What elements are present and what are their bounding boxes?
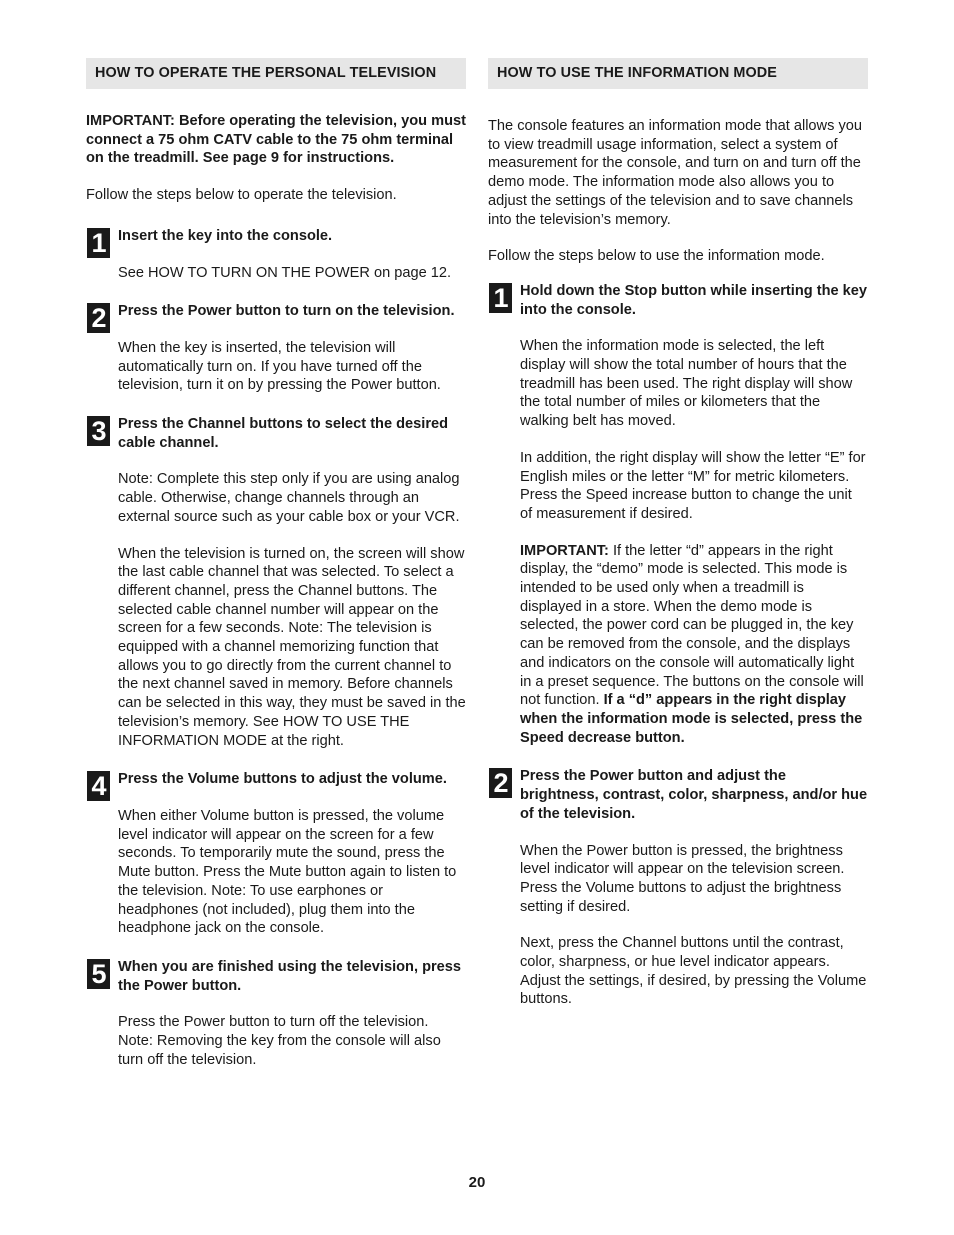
step-paragraph: When the Power button is pressed, the brightness level indicator will appear on the television screen. Press the Volume buttons to adjust the brightness setting if desired. — [520, 842, 845, 915]
step-paragraph: See HOW TO TURN ON THE POWER on page 12. — [118, 264, 452, 281]
step-paragraph: When the information mode is selected, the left display will show the total number of hours that the treadmill has been used. The right display will show the total number of miles or kilometers that the walking belt has moved. — [520, 338, 853, 430]
step-paragraph: When the television is turned on, the screen will show the last cable channel that was selected. To select a different channel, press the Channel buttons. The selected cable channel number will appear on the screen for a few seconds. Note: The television is equipped with a channel memorizing function that allows you to go directly from the current channel to the next channel saved in memory. Before channels can be selected in this way, they must be saved in the television’s memory. See HOW TO USE THE INFORMATION MODE at the right. — [118, 545, 466, 749]
step-number-badge: 5 — [87, 959, 110, 989]
step-title: Press the Power button and adjust the brightness, contrast, color, sharpness, and/or hue of the television. — [520, 768, 868, 822]
step-title: When you are finished using the television, press the Power button. — [118, 958, 462, 994]
step-number-badge: 2 — [489, 768, 512, 798]
page-number: 20 — [468, 1174, 486, 1191]
step-paragraph: Press the Power button to turn off the television. Note: Removing the key from the console will also turn off the television. — [118, 1014, 441, 1068]
step-number-badge: 1 — [87, 228, 110, 258]
step-paragraph: Note: Complete this step only if you are using analog cable. Otherwise, change channels through an external source such as your cable box or your VCR. — [118, 471, 460, 525]
important-note: IMPORTANT: Before operating the television, you must connect a 75 ohm CATV cable to the 75 ohm terminal on the treadmill. See page 9 for instructions. — [86, 113, 467, 167]
section-header-information-mode: HOW TO USE THE INFORMATION MODE — [488, 58, 868, 89]
step-title: Press the Power button to turn on the television. — [118, 303, 455, 320]
step-number-badge: 4 — [87, 771, 110, 801]
important-bold-instruction: If a “d” appears in the right display when the information mode is selected, press the Speed decrease button. — [520, 692, 863, 746]
info-step-1 — [488, 282, 868, 747]
step-paragraph: Next, press the Channel buttons until the contrast, color, sharpness, or hue level indicator appears. Adjust the settings, if desired, by pressing the Volume buttons. — [520, 935, 867, 1008]
right-column — [488, 58, 868, 1009]
step-number-badge: 3 — [87, 416, 110, 446]
step-title: Hold down the Stop button while inserting the key into the console. — [520, 282, 868, 318]
step-2 — [86, 302, 466, 395]
step-title: Press the Volume buttons to adjust the volume. — [118, 771, 447, 788]
intro-text: The console features an information mode that allows you to view treadmill usage information, select a system of measurement for the console, and turn on and turn off the demo mode. The information mode also allows you to adjust the settings of the television and to save channels into the television’s memory. — [488, 118, 862, 228]
step-3 — [86, 415, 466, 750]
left-column — [86, 58, 466, 1069]
step-5 — [86, 958, 466, 1070]
step-1 — [86, 227, 466, 282]
follow-steps-text: Follow the steps below to use the information mode. — [488, 248, 825, 265]
demo-mode-important-note — [520, 542, 868, 748]
step-paragraph: In addition, the right display will show the letter “E” for English miles or the letter “M” for metric kilometers. Press the Speed increase button to change the unit of measurement if desired. — [520, 449, 866, 522]
step-paragraph: When either Volume button is pressed, the volume level indicator will appear on the screen for a few seconds. To temporarily mute the sound, press the Mute button. Press the Mute button again to listen to the television. Note: To use earphones or headphones (not included), plug them into the headphone jack on the console. — [118, 807, 457, 937]
important-label: IMPORTANT: — [520, 542, 609, 559]
step-number-badge: 1 — [489, 283, 512, 313]
step-title: Press the Channel buttons to select the desired cable channel. — [118, 416, 449, 451]
step-title: Insert the key into the console. — [118, 227, 333, 244]
important-text: If the letter “d” appears in the right display, the “demo” mode is selected. This mode is intended to be used only when a treadmill is displayed in a store. When the demo mode is selected, the power cord can be plugged in, the key can be removed from the console, and the displays and indicators on the console will automatically light in a preset sequence. The buttons on the console will not function. — [520, 542, 864, 709]
step-number-badge: 2 — [87, 303, 110, 333]
info-step-2 — [488, 767, 868, 1009]
step-paragraph: When the key is inserted, the television will automatically turn on. If you have turned off the television, turn it on by pressing the Power button. — [118, 339, 441, 394]
step-4 — [86, 770, 466, 938]
section-header-operate-tv: HOW TO OPERATE THE PERSONAL TELEVISION — [86, 58, 466, 89]
intro-text: Follow the steps below to operate the television. — [86, 187, 397, 204]
